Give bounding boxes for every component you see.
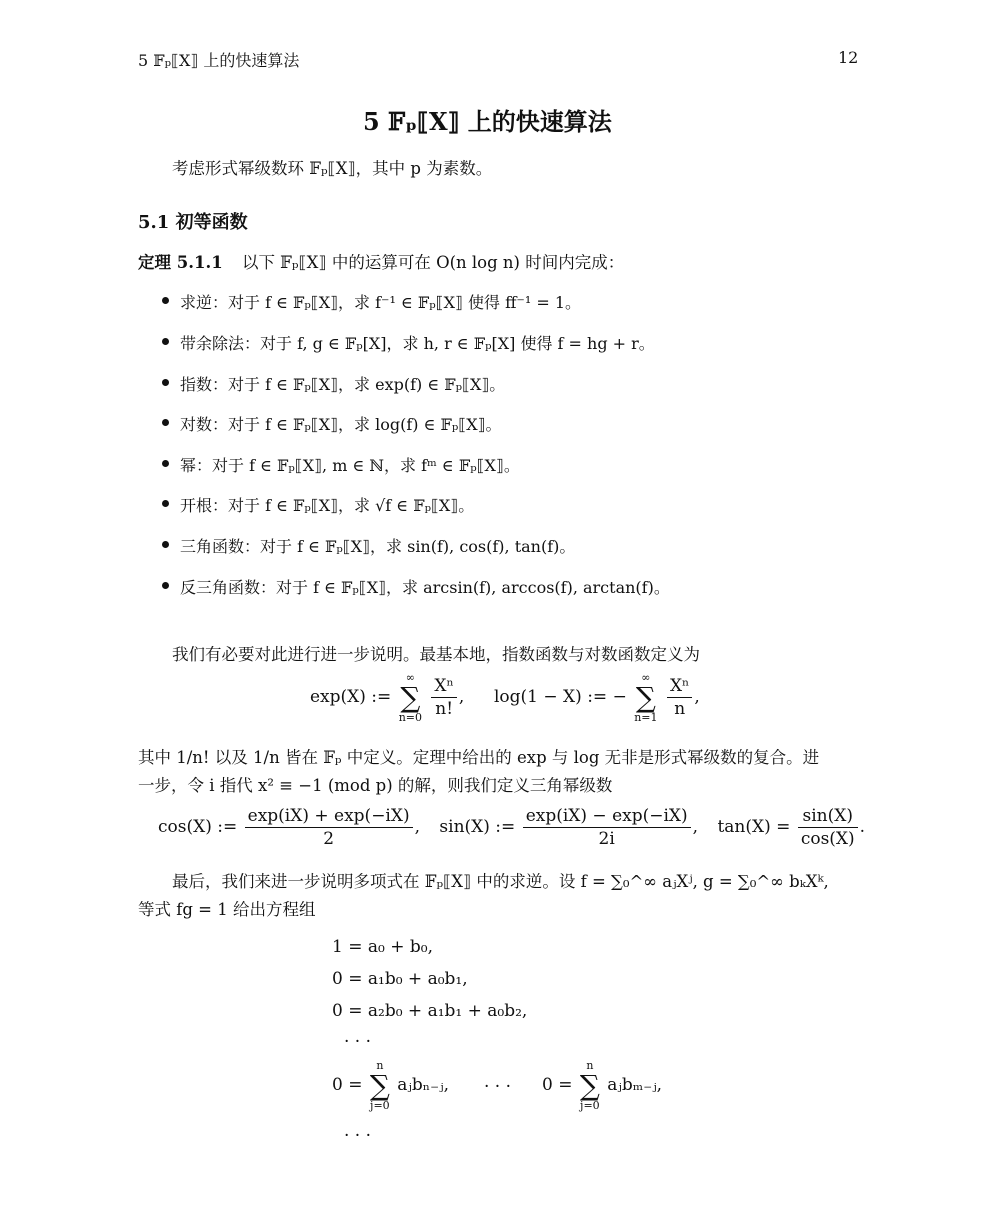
theorem-item-division: 带余除法：对于 f, g ∈ 𝔽ₚ[X]，求 h, r ∈ 𝔽ₚ[X] 使得 f = hg + r。 [180,331,655,354]
equation-log-definition: log(1 − X) := − ∞ ∑ n=1 $\frac{\text{Xⁿ}}{n}$ , [494,671,700,725]
theorem-header [138,249,624,273]
system-general-right: 0 = n ∑ j=0 aⱼbₘ₋ⱼ, [542,1059,663,1113]
subsection-heading: 5.1 初等函数 [138,212,248,233]
intro-paragraph: 考虑形式幂级数环 𝔽ₚ⟦X⟧，其中 p 为素数。 [172,159,493,178]
section-heading: 5 𝔽ₚ⟦X⟧ 上的快速算法 [363,107,612,136]
system-line-0: 1 = a₀ + b₀, [332,937,433,957]
theorem-item-arctrig: 反三角函数：对于 f ∈ 𝔽ₚ⟦X⟧，求 arcsin(f), arccos(f), arctan(f)。 [180,575,670,598]
sin-definition: sin(X) := $\frac{\exp(iX) - \exp(-iX)}{2i}$ , [439,806,704,849]
paragraph-inverse-line2: 等式 fg = 1 给出方程组 [138,900,316,919]
tan-definition: tan(X) = $\frac{\sin(X)}{\cos(X)}$ . [717,806,866,849]
theorem-item-log: 对数：对于 f ∈ 𝔽ₚ⟦X⟧，求 log(f) ∈ 𝔽ₚ⟦X⟧。 [180,412,502,435]
theorem-label: 定理 5.1.1 [138,253,223,272]
theorem-item-sqrt: 开根：对于 f ∈ 𝔽ₚ⟦X⟧，求 √f ∈ 𝔽ₚ⟦X⟧。 [180,493,474,516]
theorem-statement: 以下 𝔽ₚ⟦X⟧ 中的运算可在 O(n log n) 时间内完成： [241,253,625,272]
paragraph-trig-line2: 一步，令 i 指代 x² ≡ −1 (mod p) 的解，则我们定义三角幂级数 [138,776,613,795]
theorem-item-power: 幂：对于 f ∈ 𝔽ₚ⟦X⟧, m ∈ ℕ，求 fᵐ ∈ 𝔽ₚ⟦X⟧。 [180,453,520,476]
equation-trig-definitions [158,806,865,849]
page-number: 12 [838,48,859,67]
paragraph-inverse-line1: 最后，我们来进一步说明多项式在 𝔽ₚ⟦X⟧ 中的求逆。设 f = ∑₀^∞ aⱼXʲ, g = ∑₀^∞ bₖXᵏ, [172,872,829,891]
system-dots: · · · [344,1032,372,1052]
system-line-1: 0 = a₁b₀ + a₀b₁, [332,969,468,989]
theorem-item-trig: 三角函数：对于 f ∈ 𝔽ₚ⟦X⟧，求 sin(f), cos(f), tan(f)。 [180,534,575,557]
theorem-item-inverse: 求逆：对于 f ∈ 𝔽ₚ⟦X⟧，求 f⁻¹ ∈ 𝔽ₚ⟦X⟧ 使得 ff⁻¹ = 1。 [180,290,581,313]
running-title: 5 𝔽ₚ⟦X⟧ 上的快速算法 [138,51,300,70]
paragraph-trig-line1: 其中 1/n! 以及 1/n 皆在 𝔽ₚ 中定义。定理中给出的 exp 与 log 无非是形式幂级数的复合。进 [138,748,820,767]
system-final-dots: · · · [344,1126,372,1146]
system-general-left: 0 = n ∑ j=0 aⱼbₙ₋ⱼ, [332,1059,450,1113]
theorem-item-exp: 指数：对于 f ∈ 𝔽ₚ⟦X⟧，求 exp(f) ∈ 𝔽ₚ⟦X⟧。 [180,372,505,395]
system-mid-dots: · · · [484,1077,512,1097]
system-line-2: 0 = a₂b₀ + a₁b₁ + a₀b₂, [332,1001,528,1021]
paragraph-exp-log-intro: 我们有必要对此进行进一步说明。最基本地，指数函数与对数函数定义为 [172,645,700,664]
cos-definition: cos(X) := $\frac{\exp(iX) + \exp(-iX)}{2}$ , [158,806,426,849]
equation-exp-definition: exp(X) := ∞ ∑ n=0 $\frac{\text{Xⁿ}}{n!}$ , [310,671,465,725]
